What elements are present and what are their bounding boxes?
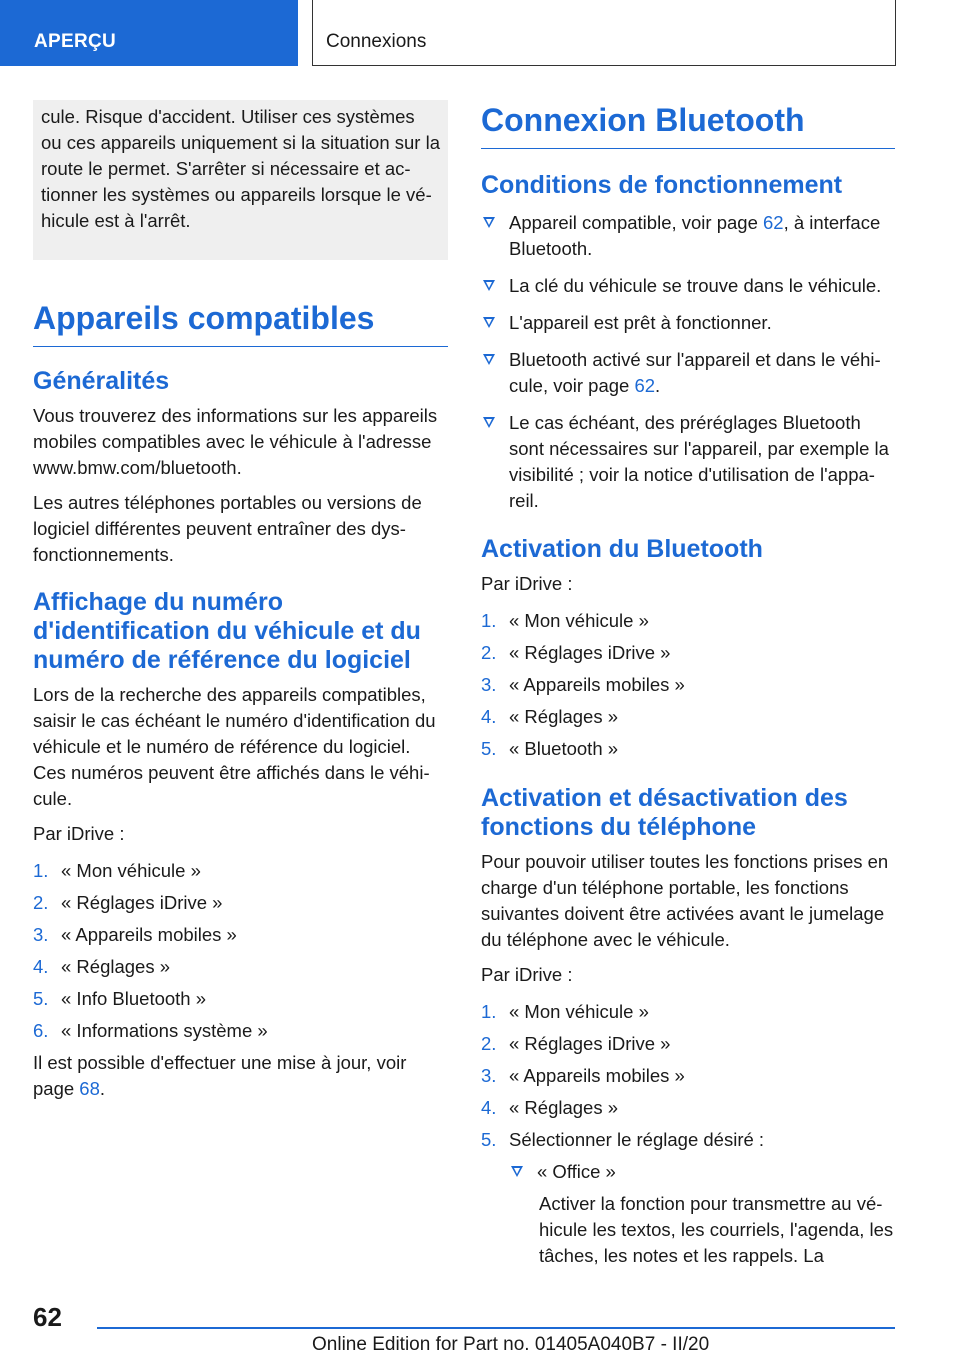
- heading-general: Généralités: [33, 367, 170, 395]
- list-item: 5. « Bluetooth »: [481, 738, 619, 759]
- triangle-bullet-icon: [483, 217, 495, 228]
- paragraph-idrive: Par iDrive :: [33, 823, 125, 844]
- triangle-bullet-icon: [483, 417, 495, 428]
- section-title: Connexions: [312, 0, 896, 66]
- triangle-bullet-icon: [511, 1166, 523, 1177]
- page-link[interactable]: 68: [79, 1078, 100, 1099]
- paragraph-vin-display: Lors de la recherche des appareils compatibles, saisir le cas échéant le numéro d'identification du véhicule et le numéro de référence du logiciel. Ces numéros peuvent être affichés dans le véhi‐cule.: [33, 684, 436, 809]
- list-item: 2. « Réglages iDrive »: [481, 1033, 671, 1054]
- heading-compatible-devices: Appareils compatibles: [33, 298, 448, 347]
- list-item: 4. « Réglages »: [481, 1097, 619, 1118]
- list-item: Bluetooth activé sur l'appareil et dans le véhi‐cule, voir page 62.: [481, 347, 895, 399]
- list-item: 4. « Réglages »: [481, 706, 619, 727]
- list-item: 2. « Réglages iDrive »: [33, 892, 223, 913]
- list-item: 5. « Info Bluetooth »: [33, 988, 207, 1009]
- paragraph-general-1: Vous trouverez des informations sur les appareils mobiles compatibles avec le véhicule à l'adresse www.bmw.com/bluetooth.: [33, 405, 438, 478]
- conditions-list: [481, 210, 895, 514]
- list-item: 3. « Appareils mobiles »: [481, 674, 685, 695]
- steps-list-activation: [481, 608, 895, 762]
- list-item: 6. « Informations système »: [33, 1020, 268, 1041]
- heading-bluetooth-connection: Connexion Bluetooth: [481, 100, 895, 149]
- list-item: 5. Sélectionner le réglage désiré : « Office » Activer la fonction pour transmettre au vé‐hicule les textos, les courriels, l'agenda, les tâches, les notes et les rappels. La: [481, 1127, 895, 1269]
- sub-options-list: [509, 1159, 895, 1185]
- paragraph-idrive: Par iDrive :: [481, 964, 573, 985]
- list-item: 1. « Mon véhicule »: [33, 860, 201, 881]
- triangle-bullet-icon: [483, 317, 495, 328]
- triangle-bullet-icon: [483, 354, 495, 365]
- list-item: « Office »: [509, 1159, 895, 1185]
- page-link[interactable]: 62: [763, 212, 784, 233]
- triangle-bullet-icon: [483, 280, 495, 291]
- footer-divider: [97, 1327, 895, 1329]
- page-link[interactable]: 62: [634, 375, 656, 396]
- list-item: 3. « Appareils mobiles »: [33, 924, 237, 945]
- heading-phone-functions: Activation et désactivation des fonctions du téléphone: [481, 784, 848, 841]
- paragraph-idrive: Par iDrive :: [481, 573, 573, 594]
- list-item: Le cas échéant, des préréglages Bluetooth sont nécessaires sur l'appareil, par exemple la visibilité ; voir la notice d'utilisation de l'appa‐reil.: [481, 410, 895, 514]
- list-item: L'appareil est prêt à fonctionner.: [481, 310, 895, 336]
- list-item: La clé du véhicule se trouve dans le véhicule.: [481, 273, 895, 299]
- steps-list-left: [33, 858, 448, 1044]
- paragraph-general-2: Les autres téléphones portables ou versions de logiciel différentes peuvent entraîner des dys‐fonctionnements.: [33, 492, 422, 565]
- list-item: 3. « Appareils mobiles »: [481, 1065, 685, 1086]
- office-description: Activer la fonction pour transmettre au vé‐hicule les textos, les courriels, l'agenda, les tâches, les notes et les rappels. La: [539, 1193, 894, 1266]
- heading-bluetooth-activation: Activation du Bluetooth: [481, 535, 763, 563]
- page-header: [0, 0, 960, 66]
- paragraph-phone-functions: Pour pouvoir utiliser toutes les fonctions prises en charge d'un téléphone portable, les fonctions suivantes doivent être activées avant le jumelage du téléphone avec le véhicule.: [481, 851, 889, 950]
- list-item: 1. « Mon véhicule »: [481, 1001, 649, 1022]
- heading-vin-display: Affichage du numéro d'identification du véhicule et du numéro de référence du logiciel: [33, 588, 421, 674]
- list-item: Appareil compatible, voir page 62, à interface Bluetooth.: [481, 210, 895, 262]
- list-item: 1. « Mon véhicule »: [481, 610, 649, 631]
- page-number: 62: [33, 1302, 62, 1332]
- steps-list-phone: [481, 999, 895, 1269]
- footer-edition: Online Edition for Part no. 01405A040B7 - II/20: [312, 1334, 710, 1355]
- list-item: 2. « Réglages iDrive »: [481, 642, 671, 663]
- warning-notice: cule. Risque d'accident. Utiliser ces systèmes ou ces appareils uniquement si la situation sur la route le permet. S'arrêter si nécessaire et ac‐tionner les systèmes ou appareils lorsque le vé‐hicule est à l'arrêt.: [33, 100, 448, 260]
- right-column: [481, 100, 895, 1275]
- heading-conditions: Conditions de fonctionnement: [481, 171, 843, 199]
- paragraph-update: Il est possible d'effectuer une mise à jour, voir page 68.: [33, 1052, 407, 1099]
- list-item: 4. « Réglages »: [33, 956, 171, 977]
- chapter-tab[interactable]: APERÇU: [0, 0, 298, 66]
- left-column: [33, 100, 448, 1111]
